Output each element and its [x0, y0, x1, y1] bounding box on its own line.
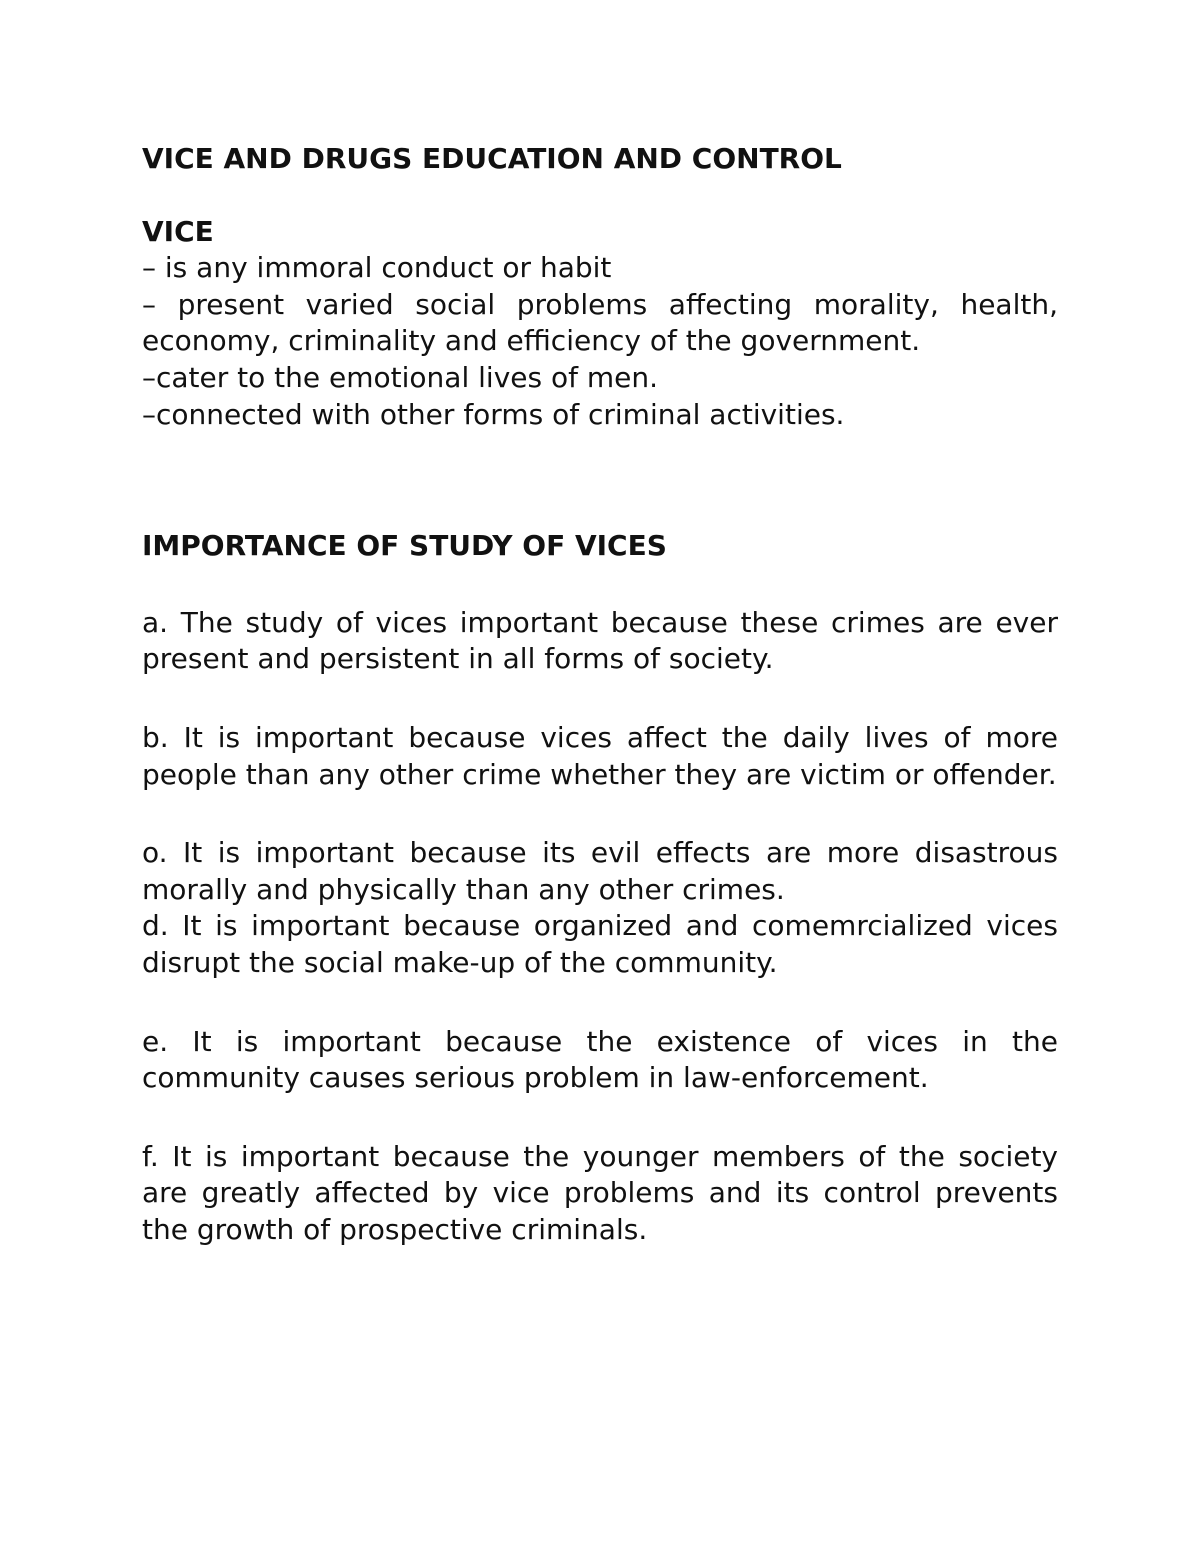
- document-title: VICE AND DRUGS EDUCATION AND CONTROL: [142, 142, 842, 175]
- importance-heading: IMPORTANCE OF STUDY OF VICES: [142, 529, 667, 563]
- vice-line: –cater to the emotional lives of men.: [142, 360, 659, 394]
- importance-item-b: b. It is important because vices affect the daily lives of more people than any other crime whether they are victim or offender.: [142, 720, 1058, 791]
- importance-item-e: e. It is important because the existence of vices in the community causes serious problem in law-enforcement.: [142, 1024, 1058, 1095]
- importance-item-f: f. It is important because the younger members of the society are greatly affected by vice problems and its control prevents the growth of prospective criminals.: [142, 1139, 1058, 1246]
- vice-line: – present varied social problems affecting morality, health, economy, criminality and efficiency of the government.: [142, 287, 1058, 358]
- vice-line: – is any immoral conduct or habit: [142, 251, 612, 285]
- importance-item-c: o. It is important because its evil effects are more disastrous morally and physically than any other crimes.: [142, 836, 1058, 906]
- importance-item-d: d. It is important because organized and comemrcialized vices disrupt the social make-up of the community.: [142, 909, 1058, 979]
- vice-heading: VICE: [142, 214, 214, 248]
- importance-item-a: a. The study of vices important because these crimes are ever present and persistent in all forms of society.: [142, 605, 1058, 676]
- vice-line: –connected with other forms of criminal activities.: [142, 397, 845, 431]
- document-page: [142, 141, 1058, 1248]
